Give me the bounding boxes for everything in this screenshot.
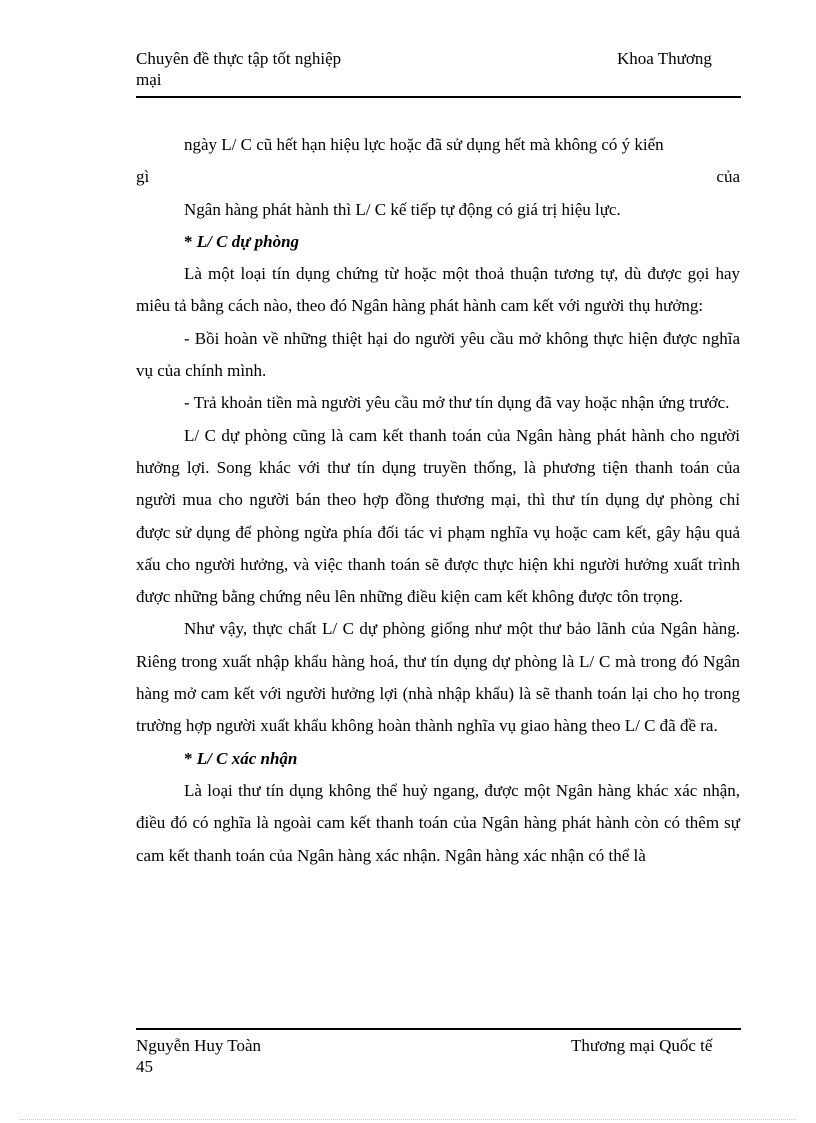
list-item-reimburse: - Bồi hoàn về những thiệt hại do người yêu cầu mở không thực hiện được nghĩa vụ của chính mình.	[136, 328, 740, 381]
page-header	[136, 48, 741, 98]
heading-bullet: *	[184, 231, 197, 251]
paragraph-continuation-line2: gì của	[136, 167, 740, 187]
footer-page-number: 45	[136, 1057, 153, 1076]
section-heading-confirmed-lc	[136, 743, 740, 775]
paragraph-standby-commitment: L/ C dự phòng cũng là cam kết thanh toán của Ngân hàng phát hành cho người hưởng lợi. Song khác với thư tín dụng truyền thống, là phương tiện thanh toán của người mua cho người bán theo hợp đồng thương mại, thì thư tín dụng dự phòng chỉ được sử dụng để phòng ngừa phía đối tác vi phạm nghĩa vụ hoặc cam kết, gây hậu quả xấu cho người hưởng, và việc thanh toán sẽ được thực hiện khi người hưởng xuất trình được những bằng chứng nêu lên những điều kiện cam kết không được tôn trọng.	[136, 425, 740, 607]
heading-bullet: *	[184, 748, 197, 768]
paragraph-standby-essence: Như vậy, thực chất L/ C dự phòng giống như một thư bảo lãnh của Ngân hàng. Riêng trong xuất nhập khẩu hàng hoá, thư tín dụng dự phòng là L/ C mà trong đó Ngân hàng mở cam kết với người hưởng lợi (nhà nhập khẩu) là sẽ thanh toán lại cho họ trong trường hợp người xuất khẩu không hoàn thành nghĩa vụ giao hàng theo L/ C đã đề ra.	[136, 619, 740, 736]
heading-text: L/ C xác nhận	[196, 748, 298, 768]
header-title	[136, 48, 341, 90]
footer-department: Thương mại Quốc tế	[571, 1036, 713, 1055]
document-body	[136, 129, 740, 872]
list-item-repay: - Trả khoản tiền mà người yêu cầu mở thư tín dụng đã vay hoặc nhận ứng trước.	[184, 393, 730, 413]
page-footer	[136, 1028, 741, 1077]
header-title-line1: Chuyên đề thực tập tốt nghiệp	[136, 49, 342, 68]
header-title-line2: mại	[136, 70, 162, 89]
paragraph-continuation-line1: ngày L/ C cũ hết hạn hiệu lực hoặc đã sử dụng hết mà không có ý kiến	[184, 135, 664, 154]
footer-author: Nguyễn Huy Toàn	[136, 1036, 262, 1055]
page-bottom-divider	[20, 1119, 796, 1120]
heading-text: L/ C dự phòng	[196, 231, 300, 251]
header-faculty: Khoa Thương	[617, 49, 712, 68]
paragraph-confirmed-definition: Là loại thư tín dụng không thể huỷ ngang, được một Ngân hàng khác xác nhận, điều đó có nghĩa là ngoài cam kết thanh toán của Ngân hàng phát hành còn có thêm sự cam kết thanh toán của Ngân hàng xác nhận. Ngân hàng xác nhận có thể là	[136, 780, 740, 865]
paragraph-continuation-line3: Ngân hàng phát hành thì L/ C kế tiếp tự động có giá trị hiệu lực.	[184, 199, 621, 219]
section-heading-standby-lc	[136, 226, 740, 258]
paragraph-standby-definition: Là một loại tín dụng chứng từ hoặc một thoả thuận tương tự, dù được gọi hay miêu tả bằng cách nào, theo đó Ngân hàng phát hành cam kết với người thụ hưởng:	[136, 264, 740, 316]
